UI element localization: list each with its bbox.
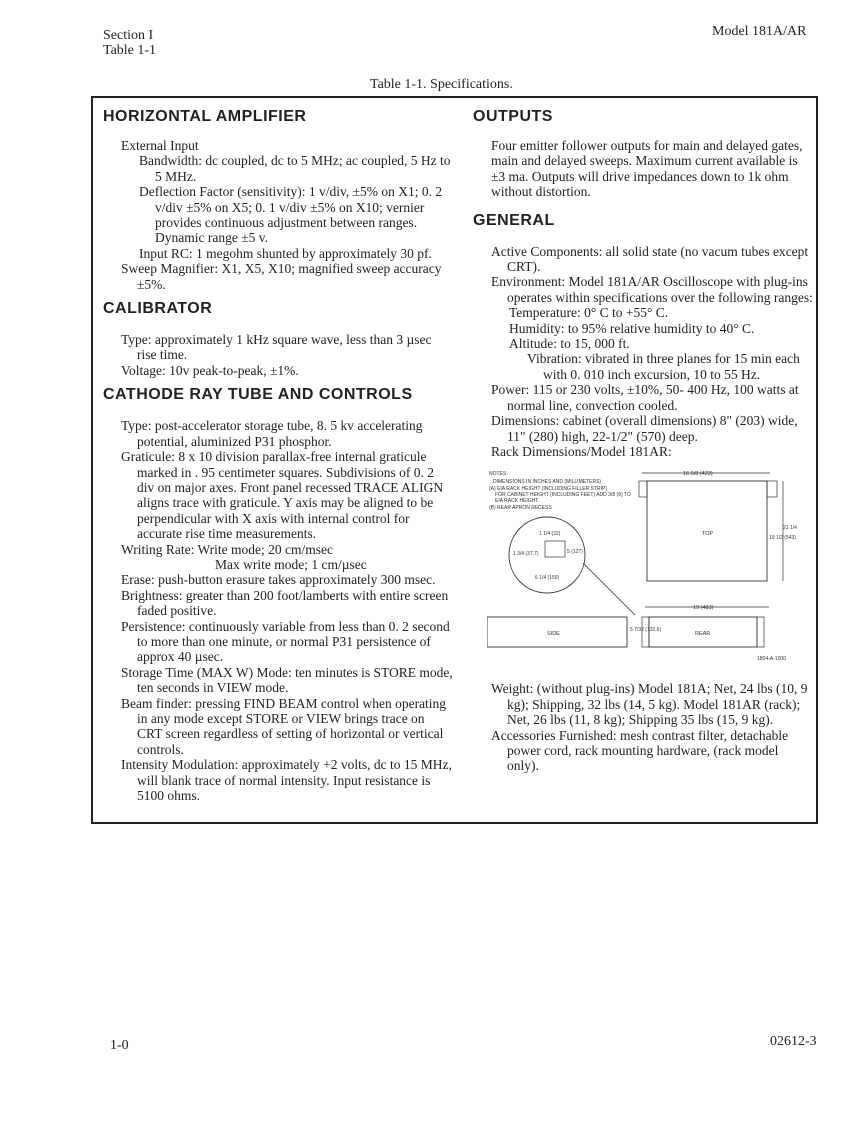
- top-width-label: 16 5/8 (423): [683, 471, 713, 478]
- diagram-note: EIA RACK HEIGHT: [495, 498, 539, 505]
- table-label: Table 1-1: [103, 43, 157, 58]
- right-column: [473, 108, 813, 774]
- top-depth2-label: 21 1/4: [783, 525, 797, 532]
- document-code: 02612-3: [770, 1034, 817, 1049]
- spec-line: Environment: Model 181A/AR Oscilloscope with plug-ins operates within specifications over the following ranges:: [491, 274, 813, 305]
- diagram-notes-label: NOTES:: [489, 471, 508, 478]
- rear-view-label: REAR: [695, 631, 711, 638]
- spec-line: External Input: [121, 138, 199, 153]
- diagram-note: (B) REAR APRON RECESS: [489, 505, 552, 512]
- detail-rect: [545, 541, 565, 557]
- diagram-note: FOR CABINET HEIGHT (INCLUDING FEET) ADD 3/8 (9) TO: [495, 492, 631, 499]
- accessories-text: Accessories Furnished: mesh contrast filter, detachable power cord, rack mounting hardware, (rack model only).: [491, 727, 789, 774]
- spec-line: Voltage: 10v peak-to-peak, ±1%.: [121, 362, 299, 378]
- diagram-note: (A) EIA RACK HEIGHT (INCLUDING FILLER STRIP): [489, 486, 607, 493]
- outputs-heading: OUTPUTS: [473, 108, 553, 125]
- spec-line: Writing Rate: Write mode; 20 cm/msec: [121, 541, 333, 557]
- top-depth-label: 19 1/2 (543): [769, 535, 796, 542]
- calibrator-heading: CALIBRATOR: [103, 300, 213, 318]
- rack-ear: [639, 481, 647, 497]
- spec-line: Temperature: 0° C to +55° C.: [509, 305, 669, 321]
- detail-dim: 6 1/4 (159): [535, 575, 560, 582]
- spec-line: Storage Time (MAX W) Mode: ten minutes is STORE mode, ten seconds in VIEW mode.: [121, 664, 453, 696]
- rack-ear: [767, 481, 777, 497]
- detail-dim: 1 1/4 (32): [539, 531, 561, 538]
- spec-line: Persistence: continuously variable from less than 0. 2 second to more than one minute, or normal P31 persistence of approx 40 µsec.: [121, 618, 450, 665]
- detail-dim: 1 3/4 (37,7): [513, 551, 539, 558]
- section-label: Section I: [103, 28, 154, 43]
- spec-line: Active Components: all solid state (no vacum tubes except CRT).: [491, 243, 809, 275]
- spec-line: Dimensions: cabinet (overall dimensions) 8" (203) wide, 11" (280) high, 22-1/2" (570) deep.: [491, 413, 798, 444]
- spec-line: Sweep Magnifier: X1, X5, X10; magnified sweep accuracy ±5%.: [121, 261, 442, 292]
- top-view-label: TOP: [702, 531, 714, 538]
- diagram-note: DIMENSIONS IN INCHES AND (MILLIMETERS): [493, 479, 602, 486]
- spec-line: Power: 115 or 230 volts, ±10%, 50- 400 Hz, 100 watts at normal line, convection cooled.: [491, 382, 799, 413]
- crt-heading: CATHODE RAY TUBE AND CONTROLS: [103, 386, 413, 404]
- spec-line: Type: post-accelerator storage tube, 8. 5 kv accelerating potential, aluminized P31 phosphor.: [121, 418, 423, 449]
- rear-width-label: 19 (483): [693, 605, 714, 612]
- spec-line: Rack Dimensions/Model 181AR:: [491, 443, 672, 459]
- table-caption: Table 1-1. Specifications.: [370, 77, 513, 92]
- rack-diagram-svg: [487, 467, 807, 677]
- spec-line: Beam finder: pressing FIND BEAM control when operating in any mode except STORE or VIEW brings trace on CRT screen regardless of setting of horizontal or vertical controls.: [121, 695, 447, 757]
- side-view-label: SIDE: [547, 631, 560, 638]
- spec-line: Intensity Modulation: approximately +2 volts, dc to 15 MHz, will blank trace of normal intensity. Input resistance is 5100 ohms.: [121, 757, 452, 804]
- spec-line: Vibration: vibrated in three planes for 15 min each with 0. 010 inch excursion, 10 to 55 Hz.: [527, 351, 800, 382]
- spec-line: Type: approximately 1 kHz square wave, less than 3 µsec rise time.: [121, 332, 432, 363]
- part-number: 1804-A-1000: [757, 656, 786, 663]
- horizontal-amplifier-heading: HORIZONTAL AMPLIFIER: [103, 108, 307, 125]
- specifications-table: [91, 96, 818, 824]
- rack-ear: [757, 617, 764, 647]
- spec-line: Humidity: to 95% relative humidity to 40° C.: [509, 320, 755, 336]
- spec-line: Input RC: 1 megohm shunted by approximately 30 pf.: [139, 245, 432, 261]
- model-label: Model 181A/AR: [712, 24, 807, 39]
- side-height-label: 5 7/32 (132,6): [630, 627, 662, 634]
- left-column: [103, 108, 453, 803]
- weight-text: Weight: (without plug-ins) Model 181A; Net, 24 lbs (10, 9 kg); Shipping, 32 lbs (14, 5 kg). Model 181AR (rack); Net, 26 lbs (11, 8 kg); Shipping 35 lbs (15, 9 kg).: [491, 681, 808, 728]
- detail-dim: 5 (127): [567, 549, 583, 556]
- spec-line: Bandwidth: dc coupled, dc to 5 MHz; ac coupled, 5 Hz to 5 MHz.: [139, 153, 451, 184]
- spec-line: Graticule: 8 x 10 division parallax-free internal graticule marked in . 95 centimeter squares. Subdivisions of 0. 2 div on major axes. Front panel recessed TRACE ALIGN aligns trace with graticule. Y axis may be aligned to be perpendicular with X axis with internal control for accurate rise time measurements.: [121, 449, 444, 542]
- outputs-text: Four emitter follower outputs for main and delayed gates, main and delayed sweeps. Maximum current available is ±3 ma. Outputs will drive impedances down to 1k ohm without distortion.: [491, 138, 803, 200]
- general-heading: GENERAL: [473, 211, 555, 229]
- spec-line: Altitude: to 15, 000 ft.: [509, 336, 630, 352]
- spec-line: Erase: push-button erasure takes approximately 300 msec.: [121, 572, 436, 588]
- spec-line: Brightness: greater than 200 foot/lamberts with entire screen faded positive.: [121, 587, 449, 619]
- page-number: 1-0: [110, 1038, 129, 1053]
- rack-dimensions-diagram: [487, 467, 807, 677]
- spec-line: Deflection Factor (sensitivity): 1 v/div, ±5% on X1; 0. 2 v/div ±5% on X5; 0. 1 v/div ±5% on X10; vernier provides continuous adjustment between ranges. Dynamic range ±5 v.: [139, 184, 443, 246]
- leader-arrow: [583, 563, 635, 615]
- spec-line: Max write mode; 1 cm/µsec: [215, 556, 367, 572]
